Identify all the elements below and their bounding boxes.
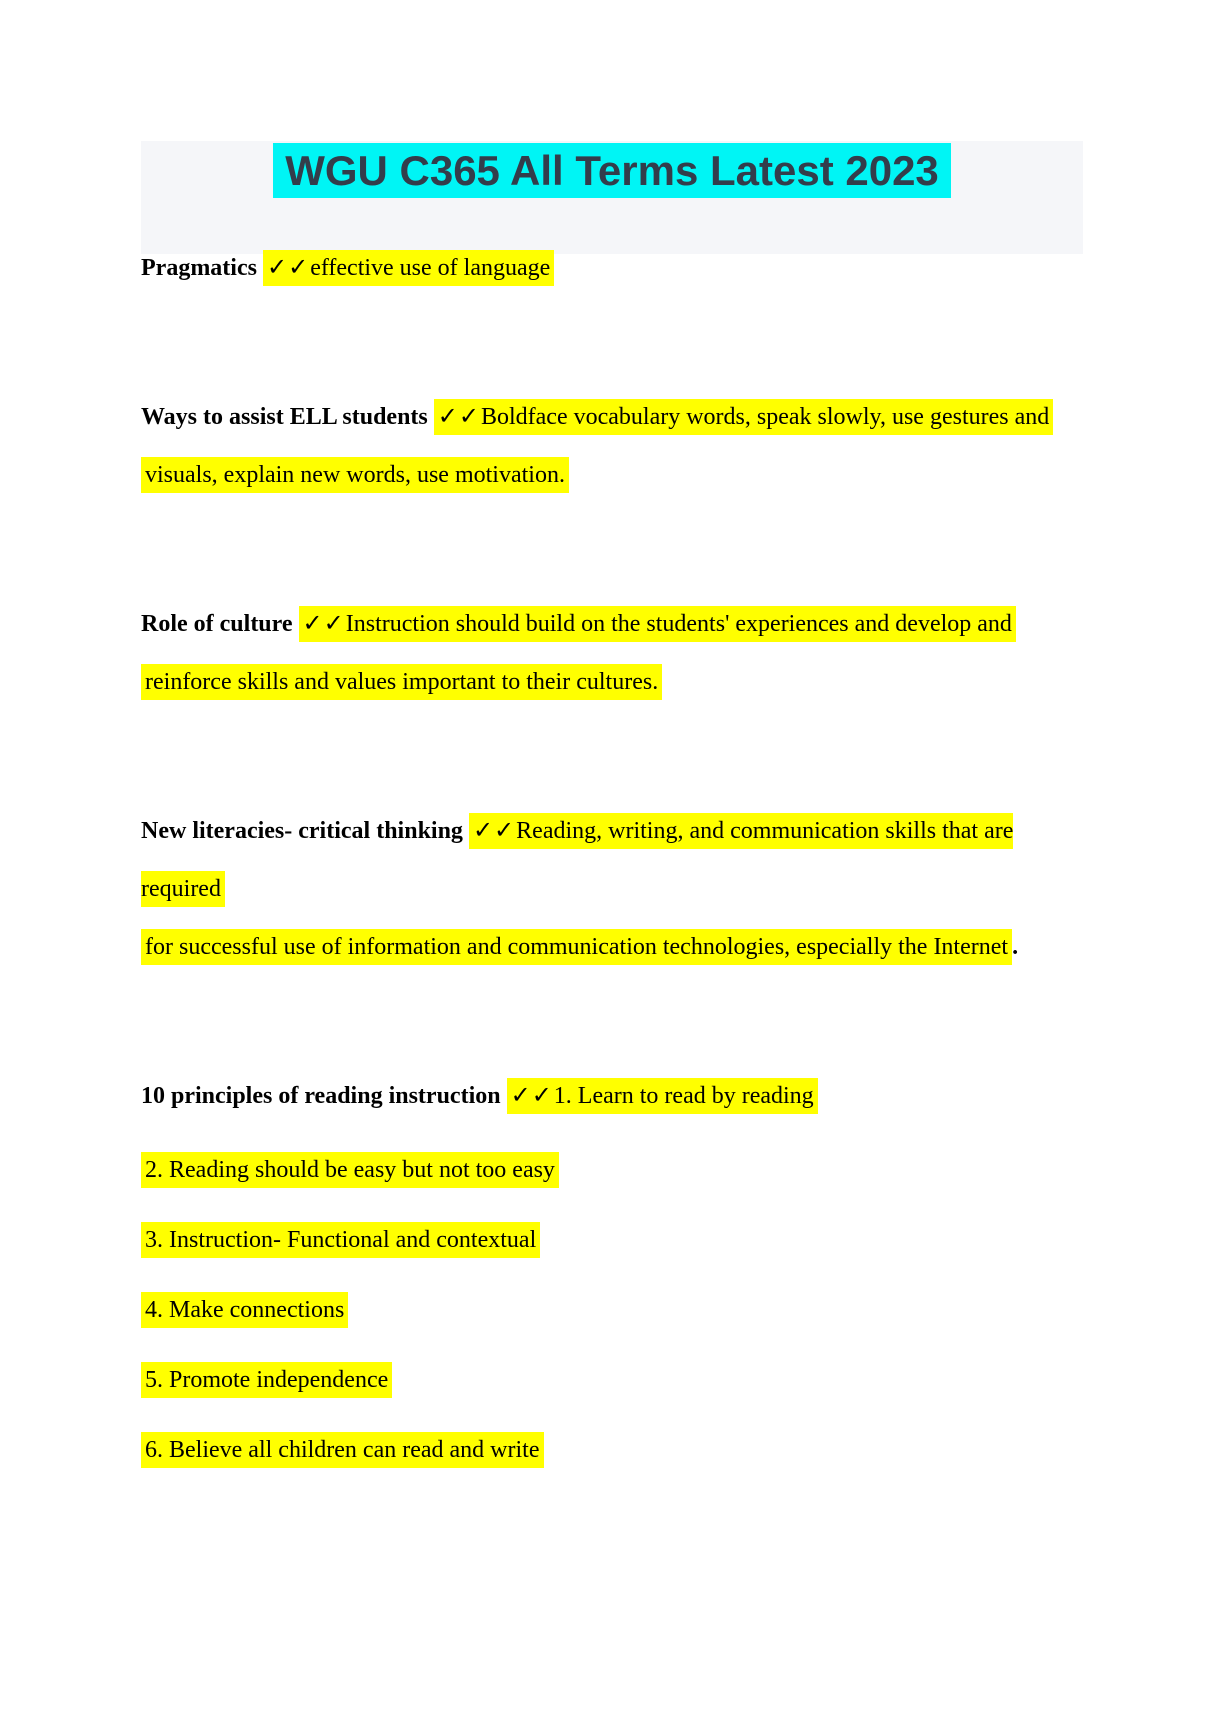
trailing-period: . — [1012, 934, 1019, 960]
list-item-text: 6. Believe all children can read and write — [145, 1437, 540, 1463]
list-item-text: 5. Promote independence — [145, 1367, 389, 1393]
list-item — [141, 1351, 1083, 1409]
definition-text: 1. Learn to read by reading — [553, 1083, 814, 1109]
definition-highlight — [141, 457, 569, 493]
list-item — [141, 1141, 1083, 1199]
term-entry-pragmatics — [141, 238, 1083, 297]
definition-text: Instruction should build on the students' experiences and develop and — [345, 611, 1012, 637]
definition-highlight — [141, 929, 1012, 965]
term-entry-role-of-culture — [141, 594, 1083, 711]
term-label: 10 principles of reading instruction — [141, 1083, 501, 1109]
checkmarks-icon: ✓✓ — [437, 402, 480, 430]
list-item — [141, 1211, 1083, 1269]
list-item-text: 4. Make connections — [145, 1297, 345, 1323]
list-item-highlight — [141, 1152, 559, 1188]
list-item-text: 3. Instruction- Functional and contextual — [145, 1227, 537, 1253]
checkmarks-icon: ✓✓ — [472, 816, 516, 844]
checkmarks-icon: ✓✓ — [302, 609, 345, 637]
definition-highlight — [141, 664, 662, 700]
list-item-highlight — [141, 1432, 544, 1468]
document-body — [141, 238, 1083, 1479]
definition-highlight — [263, 250, 554, 286]
term-entry-10-principles — [141, 1066, 1083, 1125]
term-label: Ways to assist ELL students — [141, 404, 428, 430]
list-item — [141, 1281, 1083, 1339]
term-label: Role of culture — [141, 611, 293, 637]
definition-text: Reading, writing, and communication skills that are required — [141, 818, 1014, 902]
definition-text: for successful use of information and communication technologies, especially the Internet — [145, 934, 1009, 960]
list-item-text: 2. Reading should be easy but not too easy — [145, 1157, 555, 1183]
definition-text: effective use of language — [310, 255, 551, 281]
list-item-highlight — [141, 1362, 392, 1398]
checkmarks-icon: ✓✓ — [266, 253, 310, 281]
term-label: Pragmatics — [141, 255, 257, 281]
list-item-highlight — [141, 1222, 540, 1258]
list-item-highlight — [141, 1292, 348, 1328]
document-page — [0, 141, 1224, 1479]
definition-text: visuals, explain new words, use motivation. — [145, 462, 565, 488]
checkmarks-icon: ✓✓ — [510, 1081, 553, 1109]
definition-highlight — [434, 399, 1054, 435]
term-entry-new-literacies — [141, 801, 1083, 976]
page-title: WGU C365 All Terms Latest 2023 — [273, 143, 951, 198]
definition-text: Boldface vocabulary words, speak slowly, use gestures and — [480, 404, 1050, 430]
list-item — [141, 1421, 1083, 1479]
term-entry-ell-students — [141, 387, 1083, 504]
definition-highlight — [507, 1078, 818, 1114]
definition-text: reinforce skills and values important to their cultures. — [145, 669, 659, 695]
term-label: New literacies- critical thinking — [141, 818, 463, 844]
definition-highlight — [299, 606, 1016, 642]
